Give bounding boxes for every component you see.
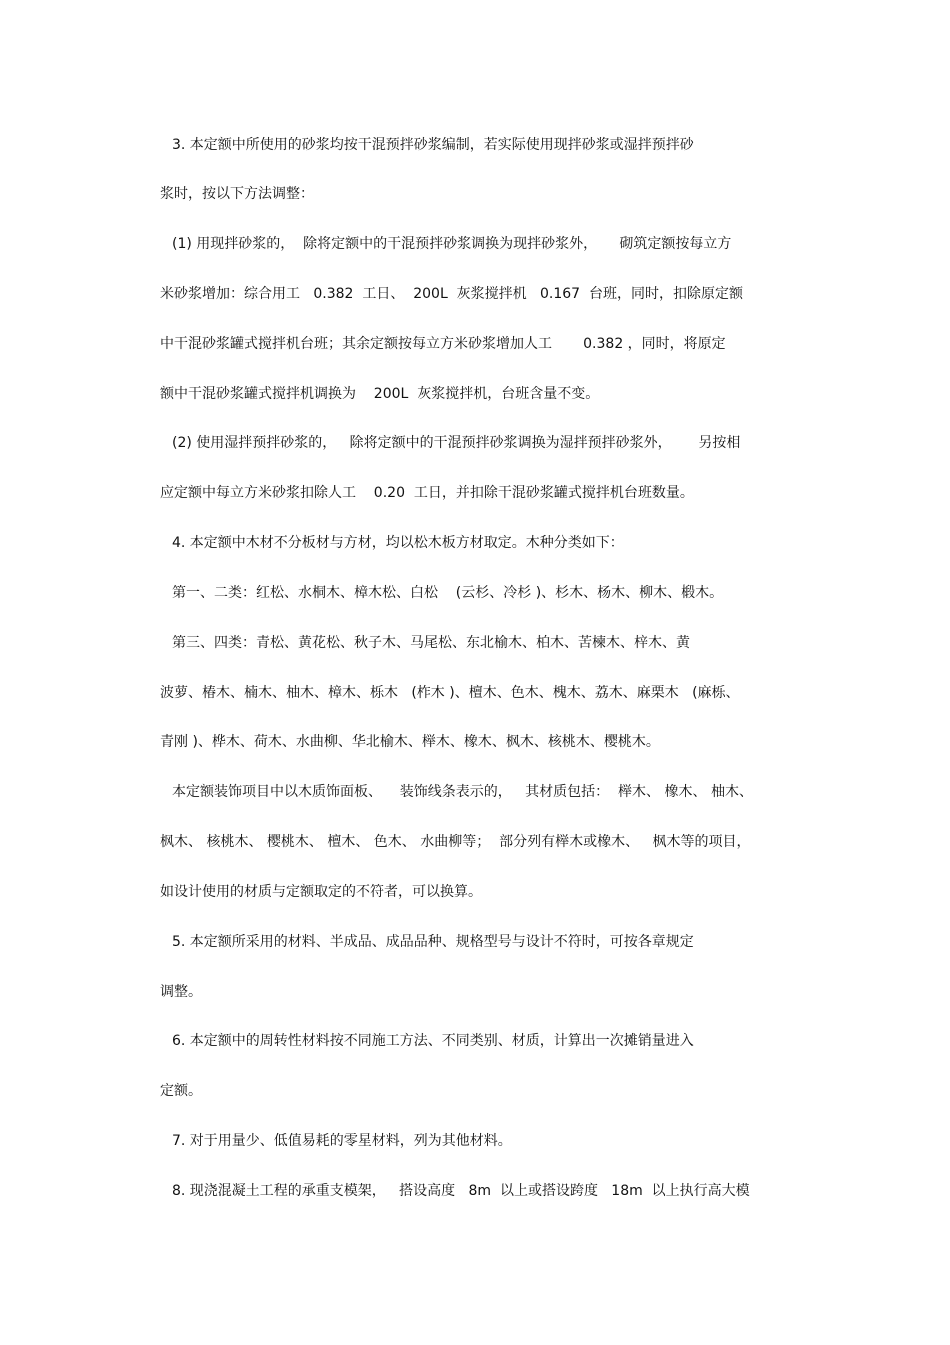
text-line-8: 应定额中每立方米砂浆扣除人工 0.20 工日，并扣除干混砂浆罐式搅拌机台班数量。 (160, 485, 694, 501)
text-line-6: 额中干混砂浆罐式搅拌机调换为 200L 灰浆搅拌机，台班含量不变。 (160, 386, 600, 402)
text-line-22: 8. 现浇混凝土工程的承重支模架， 搭设高度 8m 以上或搭设跨度 18m 以上执行高大模 (172, 1183, 750, 1199)
text-line-3: (1) 用现拌砂浆的， 除将定额中的干混预拌砂浆调换为现拌砂浆外， 砌筑定额按每立方 (172, 236, 732, 252)
text-line-4: 米砂浆增加：综合用工 0.382 工日、 200L 灰浆搅拌机 0.167 台班，同时，扣除原定额 (160, 286, 743, 302)
text-line-12: 波萝、椿木、楠木、柚木、樟木、栎木 (柞木 )、檀木、色木、槐木、荔木、麻栗木 (麻栎、 (160, 685, 740, 701)
text-line-21: 7. 对于用量少、低值易耗的零星材料，列为其他材料。 (172, 1133, 512, 1149)
text-line-15: 枫木、 核桃木、 樱桃木、 檀木、 色木、 水曲柳等； 部分列有榉木或橡木、 枫木等的项目， (160, 834, 751, 850)
text-line-1: 3. 本定额中所使用的砂浆均按干混预拌砂浆编制，若实际使用现拌砂浆或湿拌预拌砂 (172, 137, 694, 153)
text-line-10: 第一、二类：红松、水桐木、樟木松、白松 (云杉、冷杉 )、杉木、杨木、柳木、椴木。 (172, 585, 724, 601)
text-line-2: 浆时，按以下方法调整： (160, 186, 314, 202)
text-line-14: 本定额装饰项目中以木质饰面板、 装饰线条表示的， 其材质包括： 榉木、 橡木、 柚木、 (172, 784, 753, 800)
text-line-19: 6. 本定额中的周转性材料按不同施工方法、不同类别、材质，计算出一次摊销量进入 (172, 1033, 694, 1049)
text-line-16: 如设计使用的材质与定额取定的不符者，可以换算。 (160, 884, 482, 900)
text-line-11: 第三、四类：青松、黄花松、秋子木、马尾松、东北榆木、柏木、苦楝木、梓木、黄 (172, 635, 690, 651)
text-line-13: 青刚 )、桦木、荷木、水曲柳、华北榆木、榉木、橡木、枫木、核桃木、樱桃木。 (160, 734, 660, 750)
text-line-18: 调整。 (160, 984, 202, 1000)
text-line-17: 5. 本定额所采用的材料、半成品、成品品种、规格型号与设计不符时，可按各章规定 (172, 934, 694, 950)
text-line-5: 中干混砂浆罐式搅拌机台班；其余定额按每立方米砂浆增加人工 0.382 ，同时，将原定 (160, 336, 726, 352)
text-line-20: 定额。 (160, 1083, 202, 1099)
text-line-9: 4. 本定额中木材不分板材与方材，均以松木板方材取定。木种分类如下： (172, 535, 624, 551)
text-line-7: (2) 使用湿拌预拌砂浆的， 除将定额中的干混预拌砂浆调换为湿拌预拌砂浆外， 另按相 (172, 435, 741, 451)
